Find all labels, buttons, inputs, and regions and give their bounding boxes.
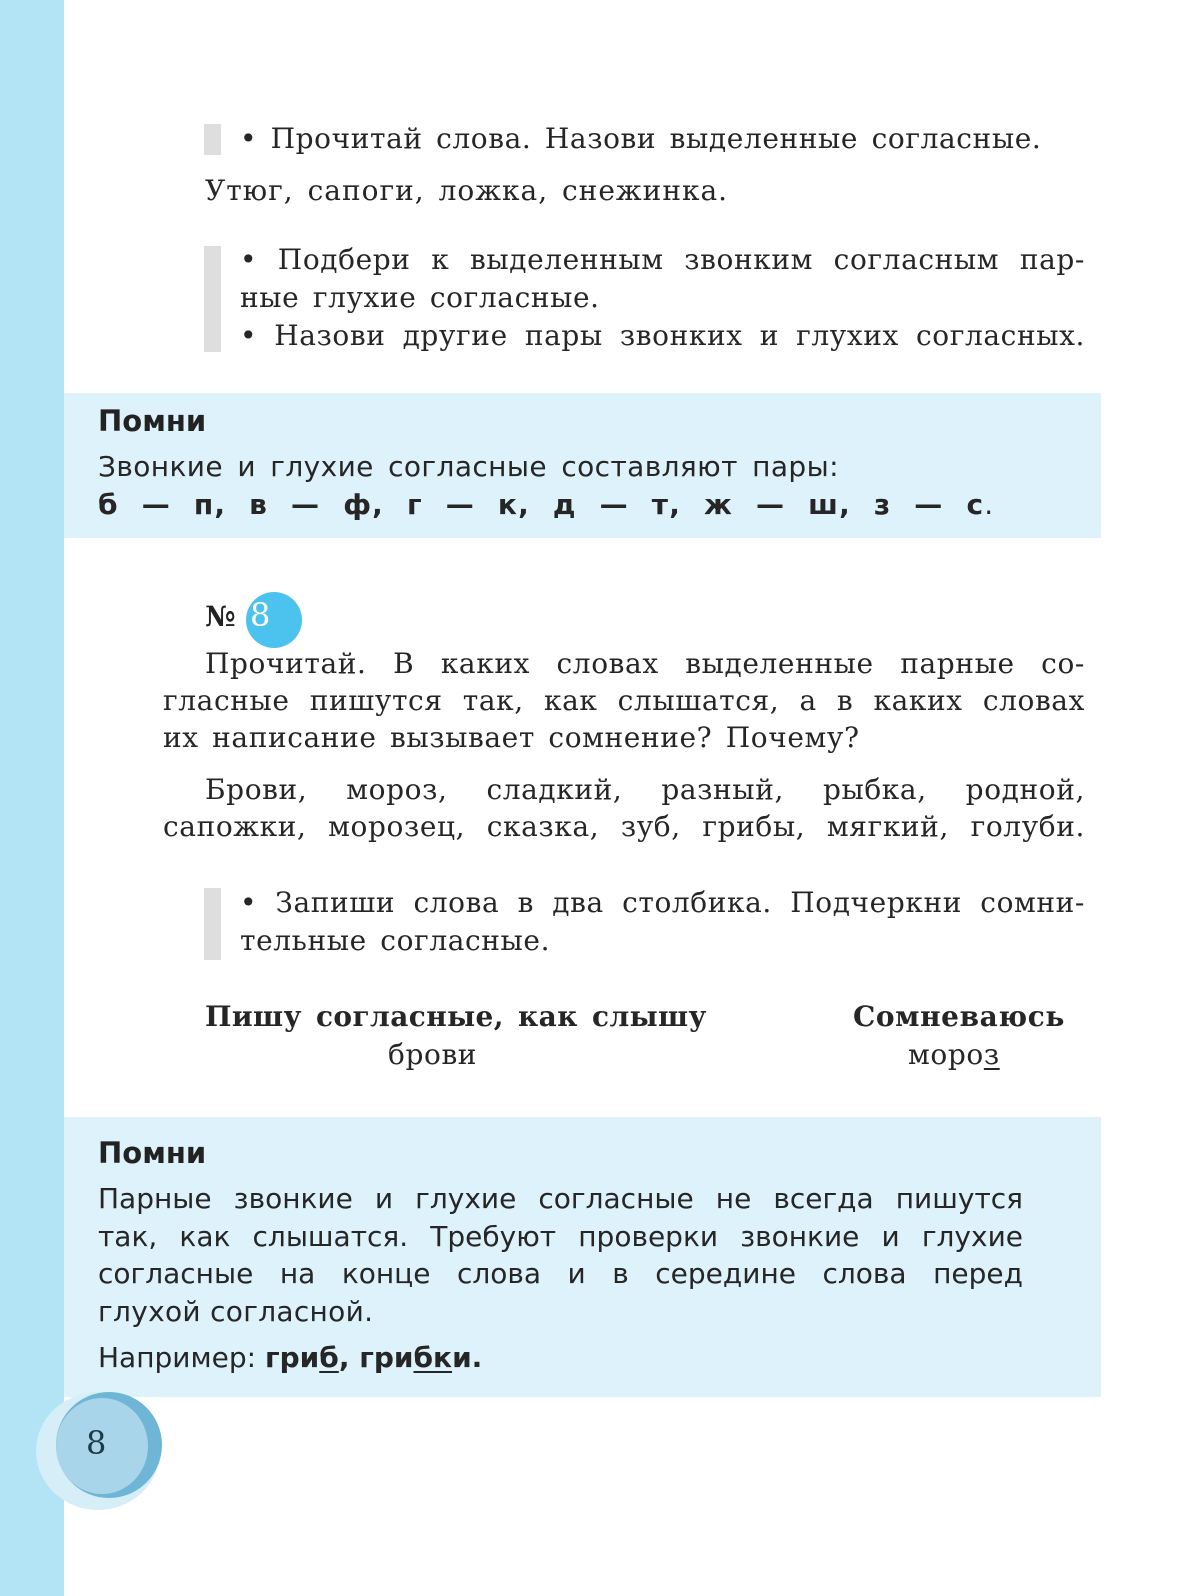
page-number: 8 (86, 1424, 107, 1462)
column2-header: Сомневаюсь (853, 1000, 1065, 1033)
column2-example-stem: моро (908, 1038, 984, 1071)
column1-header: Пишу согласные, как слышу (205, 1000, 707, 1033)
consonant-pairs: б — п, в — ф, г — к, д — т, ж — ш, з — с (98, 488, 985, 521)
column2-example-underlined: з (983, 1038, 1000, 1071)
exercise8-para-line1: Прочитай. В каких словах выделенные парные со- (205, 647, 1085, 680)
memo2-example (98, 1341, 1023, 1374)
memo2-line4: глухой согласной. (98, 1295, 374, 1328)
task2-bullet2: • Назови другие пары звонких и глухих согласных. (240, 319, 1085, 352)
task-marker-bar (204, 124, 221, 155)
exercise8-para-line3: их написание вызывает сомнение? Почему? (163, 721, 860, 754)
memo2-line3: согласные на конце слова и в середине слова перед (98, 1257, 1023, 1290)
example-separator: , (338, 1341, 360, 1374)
task-marker-bar (204, 246, 221, 352)
example-word1-stem: гри (264, 1341, 320, 1374)
exercise8-para-line2: гласные пишутся так, как слышатся, а в каких словах (163, 684, 1085, 717)
example-word2-end: и. (452, 1341, 483, 1374)
example-word2-stem: гри (359, 1341, 414, 1374)
pairs-period: . (984, 488, 994, 521)
exercise-number-sign: № (205, 600, 236, 633)
exercise8-words-line2: сапожки, морозец, сказка, зуб, грибы, мягкий, голуби. (163, 810, 1085, 843)
memo1-pairs-line (98, 488, 1023, 521)
memo2-line1: Парные звонкие и глухие согласные не всегда пишутся (98, 1182, 1023, 1215)
example-word2 (359, 1341, 482, 1374)
memo1-title: Помни (98, 404, 207, 438)
memo1-text (98, 450, 1023, 483)
column2-example (908, 1038, 1000, 1071)
example-word1-underlined: б (319, 1341, 339, 1374)
memo2-line2: так, как слышатся. Требуют проверки звонкие и глухие (98, 1220, 1023, 1253)
example-label: Например: (98, 1341, 265, 1374)
exercise8-task-line2: тельные согласные. (240, 924, 551, 957)
exercise8-words-line1: Брови, мороз, сладкий, разный, рыбка, родной, (205, 773, 1085, 806)
task-marker-bar (204, 888, 221, 960)
example-word2-underlined: бк (413, 1341, 453, 1374)
task2-bullet1-line2: ные глухие согласные. (240, 281, 600, 314)
exercise8-task-line1: • Запиши слова в два столбика. Подчеркни сомни- (240, 886, 1085, 919)
example-word1 (265, 1341, 339, 1374)
exercise-number: 8 (250, 596, 271, 634)
left-decorative-strip (0, 0, 64, 1596)
memo2-title: Помни (98, 1136, 207, 1170)
task2-bullet1-line1: • Подбери к выделенным звонким согласным пар- (240, 243, 1085, 276)
memo1-text-content: Звонкие и глухие согласные составляют пары: (98, 450, 839, 483)
column1-example: брови (388, 1038, 478, 1071)
task1-instruction: • Прочитай слова. Назови выделенные согласные. (240, 122, 1042, 155)
task1-words: Утюг, сапоги, ложка, снежинка. (205, 174, 729, 207)
